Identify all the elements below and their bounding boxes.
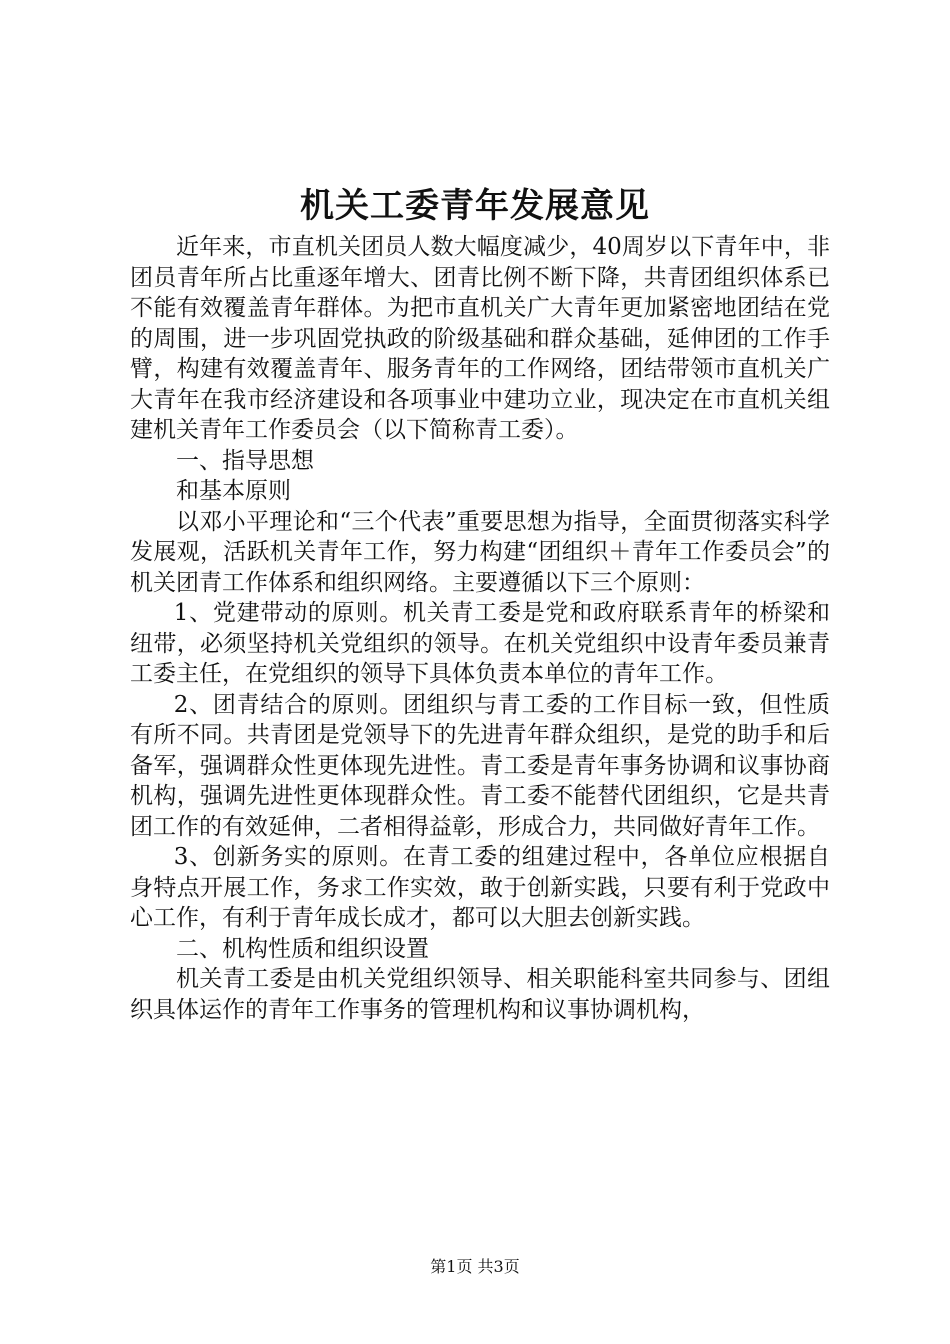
section-heading-1-continued: 和基本原则 bbox=[176, 478, 291, 504]
document-body bbox=[130, 232, 830, 1025]
paragraph-intro: 近年来，市直机关团员人数大幅度减少，40周岁以下青年中，非团员青年所占比重逐年增大、团青比例不断下降，共青团组织体系已不能有效覆盖青年群体。为把市直机关广大青年更加紧密地团结在党的周围，进一步巩固党执政的阶级基础和群众基础，延伸团的工作手臂，构建有效覆盖青年、服务青年的工作网络，团结带领市直机关广大青年在我市经济建设和各项事业中建功立业，现决定在市直机关组建机关青年工作委员会（以下简称青工委）。 bbox=[130, 234, 830, 443]
section-heading-2: 二、机构性质和组织设置 bbox=[176, 935, 429, 962]
page-footer: 第1页 共3页 bbox=[430, 1257, 520, 1276]
paragraph-organization: 机关青工委是由机关党组织领导、相关职能科室共同参与、团组织具体运作的青年工作事务的管理机构和议事协调机构， bbox=[130, 966, 830, 1023]
paragraph-principle-1: 1、党建带动的原则。机关青工委是党和政府联系青年的桥梁和纽带，必须坚持机关党组织的领导。在机关党组织中设青年委员兼青工委主任，在党组织的领导下具体负责本单位的青年工作。 bbox=[130, 600, 830, 687]
paragraph-principle-3: 3、创新务实的原则。在青工委的组建过程中，各单位应根据自身特点开展工作，务求工作实效，敢于创新实践，只要有利于党政中心工作，有利于青年成长成才，都可以大胆去创新实践。 bbox=[130, 844, 830, 931]
paragraph-principle-2: 2、团青结合的原则。团组织与青工委的工作目标一致，但性质有所不同。共青团是党领导下的先进青年群众组织，是党的助手和后备军，强调群众性更体现先进性。青工委是青年事务协调和议事协商机构，强调先进性更体现群众性。青工委不能替代团组织，它是共青团工作的有效延伸，二者相得益彰，形成合力，共同做好青年工作。 bbox=[130, 691, 830, 840]
paragraph-guiding-thought: 以邓小平理论和“三个代表”重要思想为指导，全面贯彻落实科学发展观，活跃机关青年工作，努力构建“团组织＋青年工作委员会”的机关团青工作体系和组织网络。主要遵循以下三个原则： bbox=[130, 508, 830, 596]
section-heading-1: 一、指导思想 bbox=[176, 447, 314, 474]
document-title: 机关工委青年发展意见 bbox=[300, 186, 650, 226]
